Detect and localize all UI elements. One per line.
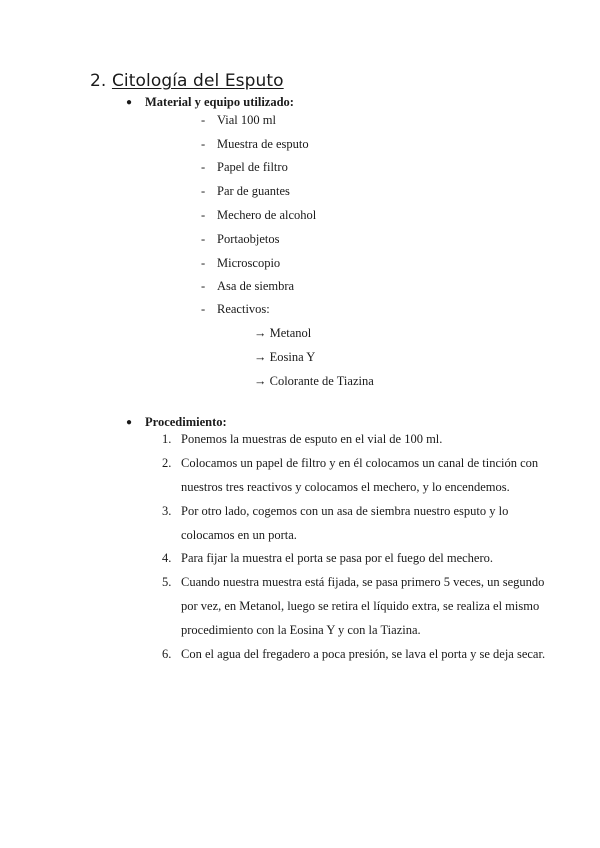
step-number: 6. (162, 647, 172, 661)
section-title-text: Citología del Esputo (111, 71, 284, 91)
procedure-step (162, 451, 552, 499)
materials-heading (126, 95, 294, 110)
step-number: 3. (162, 504, 172, 518)
reagent-item-metanol: → Metanol (254, 326, 312, 340)
material-item: - Par de guantes (201, 184, 290, 198)
material-item: - Portaobjetos (201, 232, 280, 246)
procedure-step (162, 499, 552, 547)
material-item: - Microscopio (201, 256, 281, 270)
material-item: - Papel de filtro (201, 160, 288, 174)
section-title (90, 71, 284, 91)
bullet-icon: ● (126, 417, 133, 428)
material-item: - Reactivos: (201, 302, 270, 316)
step-number: 4. (162, 551, 172, 565)
section-number: 2. (90, 71, 107, 91)
procedure-step (162, 546, 552, 570)
step-text: Por otro lado, cogemos con un asa de siembra nuestro esputo y lo colocamos en un porta. (181, 504, 509, 542)
material-item: - Mechero de alcohol (201, 208, 317, 222)
material-item: - Vial 100 ml (201, 113, 276, 127)
step-text: Para fijar la muestra el porta se pasa por el fuego del mechero. (181, 551, 494, 565)
step-number: 5. (162, 575, 172, 589)
procedure-step (162, 642, 552, 666)
procedure-step (162, 427, 552, 451)
procedure-heading-text: Procedimiento: (145, 415, 227, 429)
step-text: Con el agua del fregadero a poca presión, se lava el porta y se deja secar. (181, 647, 546, 661)
material-item: - Muestra de esputo (201, 137, 309, 151)
step-text: Ponemos la muestras de esputo en el vial de 100 ml. (181, 432, 443, 446)
reagent-item-eosina: → Eosina Y (254, 350, 316, 364)
materials-heading-text: Material y equipo utilizado: (145, 95, 294, 109)
step-number: 2. (162, 456, 172, 470)
step-number: 1. (162, 432, 172, 446)
procedure-step (162, 570, 552, 642)
bullet-icon: ● (126, 97, 133, 108)
reagent-item-tiazina: → Colorante de Tiazina (254, 374, 374, 388)
step-text: Colocamos un papel de filtro y en él colocamos un canal de tinción con nuestros tres reactivos y colocamos el mechero, y lo encendemos. (181, 456, 539, 494)
step-text: Cuando nuestra muestra está fijada, se pasa primero 5 veces, un segundo por vez, en Metanol, luego se retira el líquido extra, se realiza el mismo procedimiento con la Eosina Y y con la Tiazina. (181, 575, 545, 637)
material-item: - Asa de siembra (201, 279, 295, 293)
